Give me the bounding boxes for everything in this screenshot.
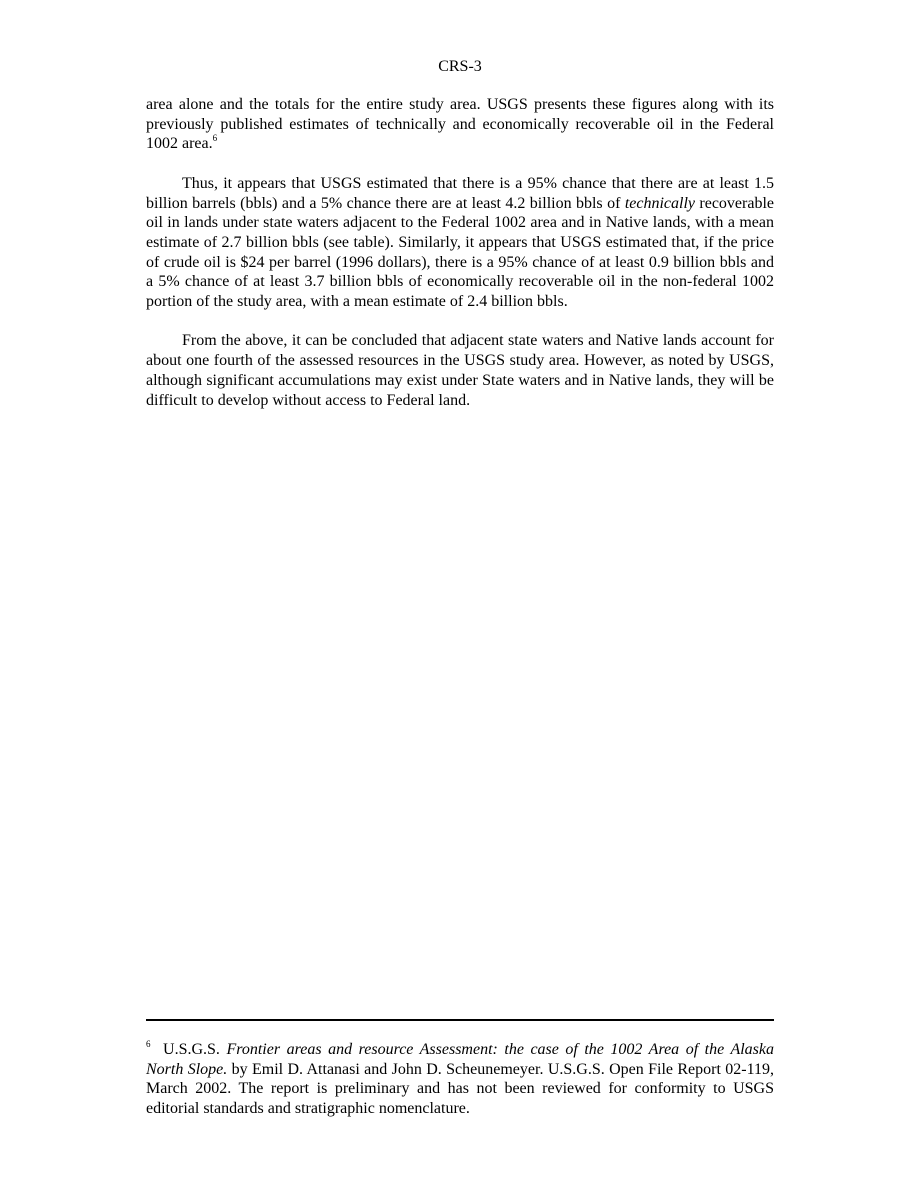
footnote-details: by Emil D. Attanasi and John D. Scheunemeyer. U.S.G.S. Open File Report 02-119, March 2002. The report is preliminary and has not been reviewed for conformity to USGS editorial standards and stratigraphic nomenclature. — [146, 1060, 775, 1117]
paragraph-2-end: recoverable oil in lands under state waters adjacent to the Federal 1002 area and in Native lands, with a mean estimate of 2.7 billion bbls (see table). Similarly, it appears that USGS estimated that, if the price of crude oil is $24 per barrel (1996 dollars), there is a 95% chance of at least 0.9 billion bbls and a 5% chance of at least 3.7 billion bbls of economically recoverable oil in the non-federal 1002 portion of the study area, with a mean estimate of 2.4 billion bbls. — [146, 194, 775, 311]
footnote-reference[interactable]: 6 — [212, 133, 218, 144]
paragraph-1-text: area alone and the totals for the entire study area. USGS presents these figures along with its previously published estimates of technically and economically recoverable oil in the Federal 1002 area. — [146, 96, 774, 153]
footnote-number: 6 — [146, 1039, 151, 1049]
paragraph-conclusion: From the above, it can be concluded that adjacent state waters and Native lands account for about one fourth of the assessed resources in the USGS study area. However, as noted by USGS, although significant accumulations may exist under State waters and in Native lands, they will be difficult to develop without access to Federal land. — [146, 332, 774, 409]
paragraph-2-start: Thus, it appears that USGS estimated that there is a 95% chance that there are at least 1.5 billion barrels (bbls) and a 5% chance there are at least 4.2 billion bbls of — [146, 174, 774, 212]
main-text — [146, 95, 774, 430]
page-number-header: CRS-3 — [438, 58, 482, 75]
paragraph-estimates — [146, 174, 774, 312]
footnote-6 — [146, 1040, 774, 1118]
footnote-divider — [146, 1019, 774, 1021]
paragraph-2-emphasis: technically — [624, 194, 695, 212]
footnote-title: Frontier areas and resource Assessment: the case of the 1002 Area of the Alaska North Slope. — [146, 1041, 774, 1078]
footnote-source: U.S.G.S. — [156, 1041, 227, 1058]
paragraph-continuation — [146, 95, 774, 154]
